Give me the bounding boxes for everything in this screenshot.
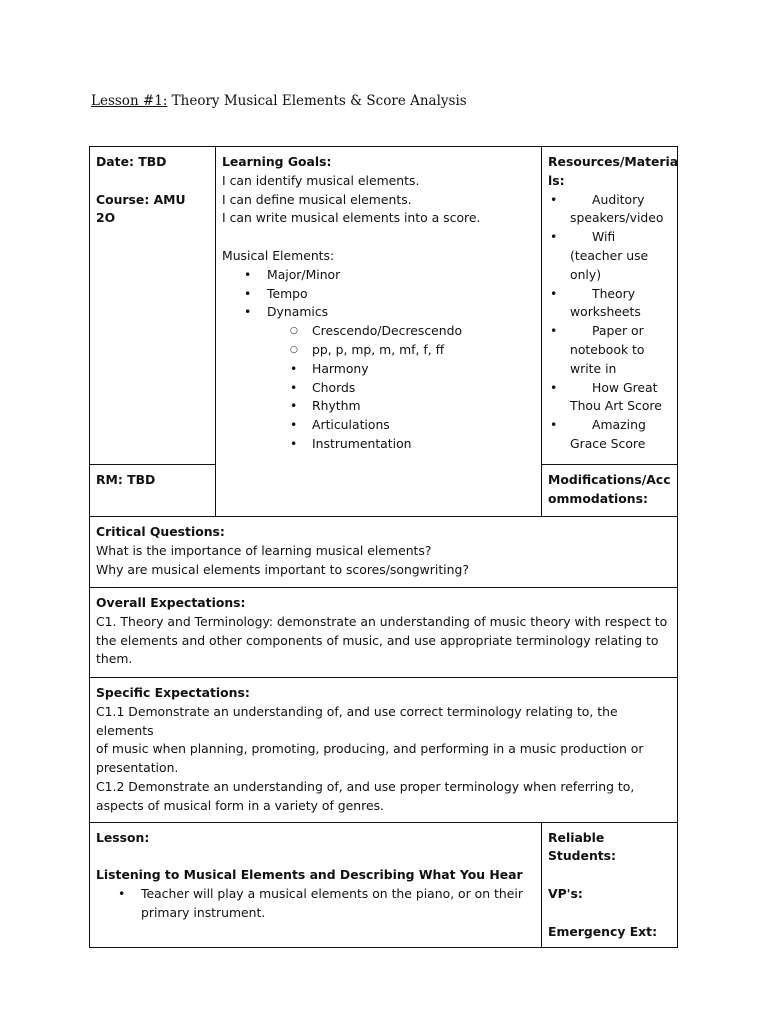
expectation-line: C1. Theory and Terminology: demonstrate an understanding of music theory with respect to (96, 613, 668, 629)
overall-expectations-cell (90, 588, 678, 678)
reliable-students-label: Reliable Students: (548, 829, 617, 864)
lesson-cell (90, 822, 542, 948)
list-item: • Theory worksheets (548, 285, 671, 323)
emergency-ext-label: Emergency Ext: (548, 923, 658, 939)
goal-line: I can define musical elements. (222, 191, 412, 207)
lesson-title-label: Lesson: (96, 829, 150, 845)
question-line: What is the importance of learning musical elements? (96, 542, 432, 558)
rm-text: RM: TBD (96, 472, 156, 487)
learning-goals-title: Learning Goals: (222, 154, 332, 169)
sub-elements-list (222, 322, 535, 454)
list-item: • Amazing Grace Score (548, 416, 671, 454)
date-course-cell (90, 147, 216, 465)
list-item: • Articulations (222, 416, 535, 435)
course-text: Course: AMU 2O (96, 191, 186, 226)
resources-title-cont: ls: (548, 172, 565, 188)
expectation-line: of music when planning, promoting, producing, and performing in a music production or (96, 741, 644, 757)
list-item: • Major/Minor (222, 266, 535, 285)
resources-cell (542, 147, 678, 465)
expectation-line: presentation. (96, 760, 179, 776)
list-item: • Rhythm (222, 397, 535, 416)
musical-elements-title: Musical Elements: (222, 247, 335, 263)
lesson-heading (91, 93, 467, 109)
list-item: ○ pp, p, mp, m, mf, f, ff (222, 341, 535, 360)
modifications-title-cont: ommodations: (548, 490, 648, 506)
lesson-number: Lesson #1: (91, 93, 168, 109)
lesson-list (96, 885, 535, 923)
list-item: • Paper or notebook to write in (548, 322, 671, 378)
side-info-cell (542, 822, 678, 948)
goal-line: I can identify musical elements. (222, 172, 420, 188)
list-item: • Teacher will play a musical elements on the piano, or on their primary instrument. (96, 885, 535, 923)
goal-line: I can write musical elements into a score. (222, 210, 481, 226)
modifications-cell (542, 465, 678, 517)
specific-expectations-cell (90, 678, 678, 823)
expectation-line: aspects of musical form in a variety of genres. (96, 797, 384, 813)
lesson-title: Theory Musical Elements & Score Analysis (167, 93, 467, 109)
date-text: Date: TBD (96, 154, 167, 169)
specific-expectations-title: Specific Expectations: (96, 685, 250, 700)
list-item: • Dynamics (222, 303, 535, 322)
elements-list (222, 266, 535, 322)
overall-expectations-title: Overall Expectations: (96, 595, 246, 610)
expectation-line: C1.2 Demonstrate an understanding of, and use proper terminology when referring to, (96, 778, 635, 794)
list-item: • Instrumentation (222, 435, 535, 454)
list-item: • Auditory speakers/video (548, 191, 671, 229)
list-item: • How Great Thou Art Score (548, 379, 671, 417)
vps-label: VP's: (548, 885, 583, 901)
lesson-subtitle: Listening to Musical Elements and Describing What You Hear (96, 867, 523, 883)
critical-questions-title: Critical Questions: (96, 524, 225, 539)
resources-list (548, 191, 671, 454)
expectation-line: them. (96, 651, 133, 667)
list-item: • Chords (222, 379, 535, 398)
question-line: Why are musical elements important to scores/songwriting? (96, 561, 469, 577)
list-item: • Wifi (teacher use only) (548, 228, 671, 284)
expectation-line: the elements and other components of music, and use appropriate terminology relating to (96, 632, 659, 648)
lesson-plan-table (89, 146, 678, 948)
list-item: • Tempo (222, 285, 535, 304)
resources-title: Resources/Materia (548, 154, 679, 169)
modifications-title: Modifications/Acc (548, 472, 671, 487)
list-item: ○ Crescendo/Decrescendo (222, 322, 535, 341)
rm-cell (90, 465, 216, 517)
expectation-line: C1.1 Demonstrate an understanding of, and use correct terminology relating to, the elements (96, 703, 618, 738)
list-item: • Harmony (222, 360, 535, 379)
learning-goals-cell (216, 147, 542, 517)
critical-questions-cell (90, 517, 678, 588)
